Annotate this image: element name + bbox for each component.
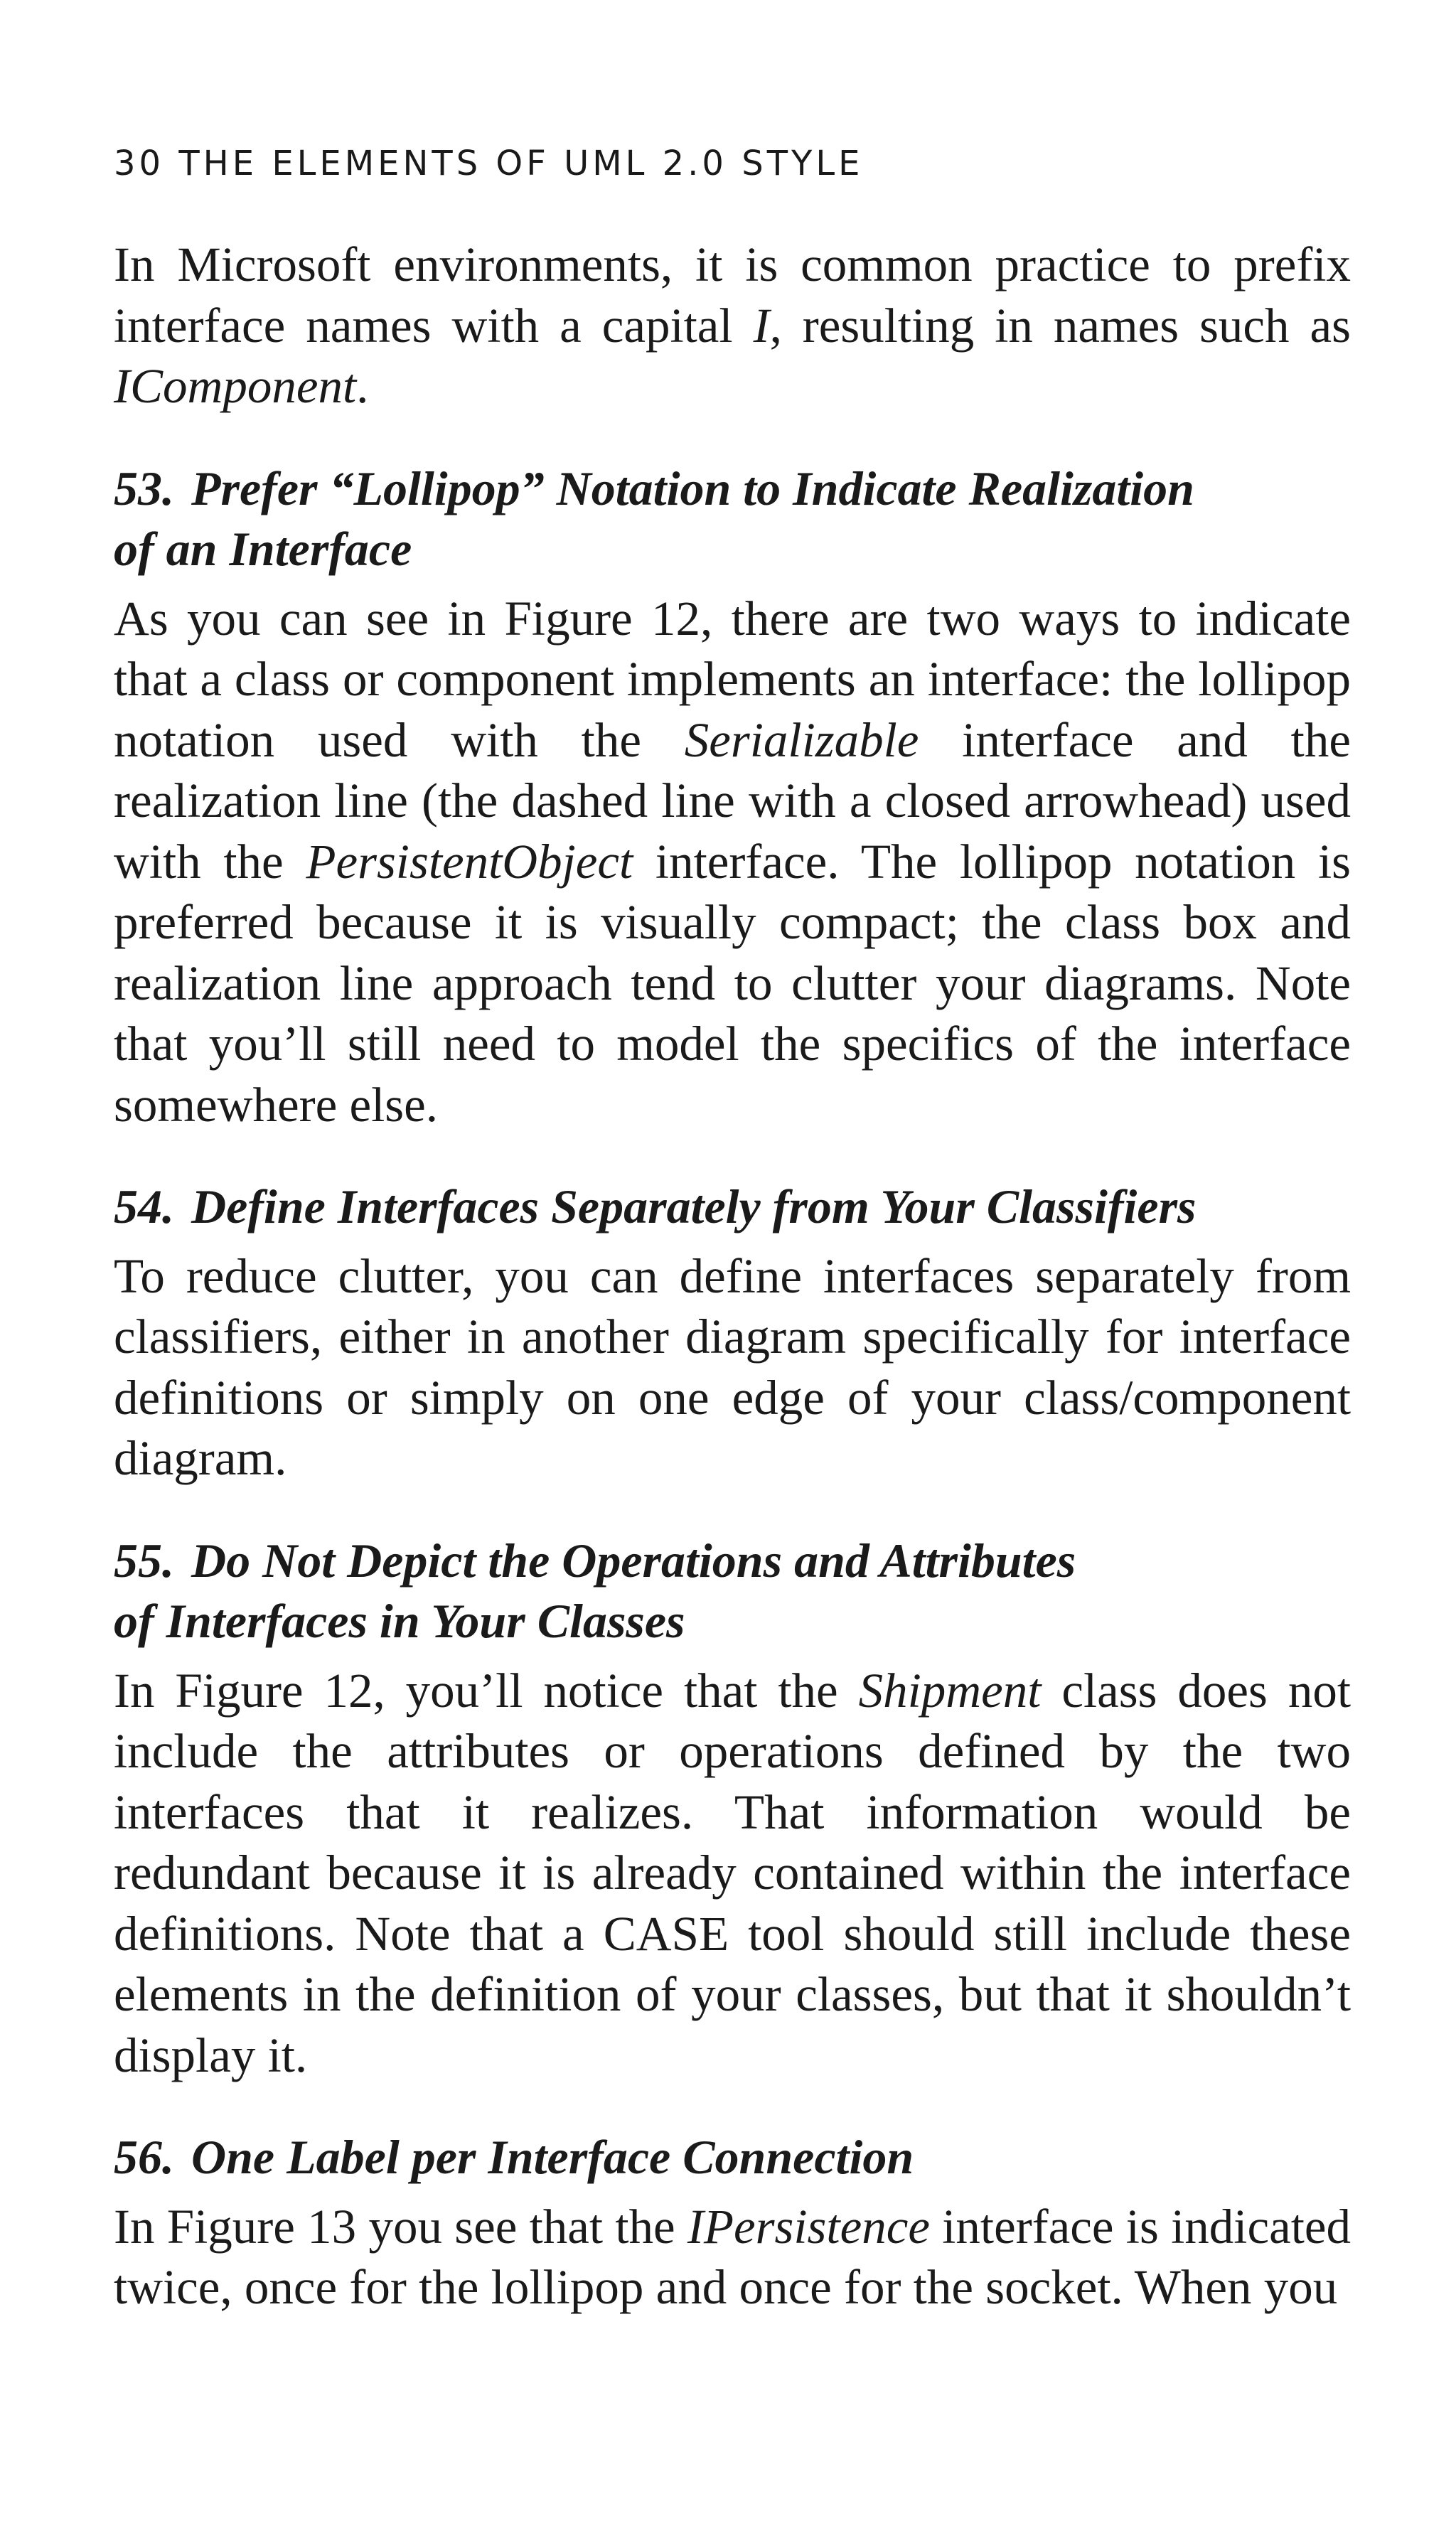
intro-paragraph: In Microsoft environments, it is common practice to prefix interface names with a capital I, resulting in names such as IComponent.	[114, 237, 1351, 413]
book-page	[114, 142, 1351, 2318]
section-55-paragraph: In Figure 12, you’ll notice that the Shipment class does not include the attributes or operations defined by the two interfaces that it realizes. That information would be redundant because it is already contained within the interface definitions. Note that a CASE tool should still include these elements in the definition of your classes, but that it shouldn’t display it.	[114, 1663, 1351, 2082]
section-56-paragraph: In Figure 13 you see that the IPersistence interface is indicated twice, once for the lollipop and once for the socket. When you	[114, 2199, 1351, 2314]
section-54-heading: 54. Define Interfaces Separately from Your Classifiers	[114, 1179, 1197, 1233]
section-54-paragraph: To reduce clutter, you can define interfaces separately from classifiers, either in another diagram specifically for interface definitions or simply on one edge of your class/component diagram.	[114, 1248, 1351, 1485]
section-55-heading: 55. Do Not Depict the Operations and Attributes of Interfaces in Your Classes	[114, 1533, 1076, 1648]
section-53-heading: 53. Prefer “Lollipop” Notation to Indicate Realization of an Interface	[114, 461, 1194, 576]
section-56-heading: 56. One Label per Interface Connection	[114, 2130, 914, 2184]
running-head: 30 THE ELEMENTS OF UML 2.0 STYLE	[114, 144, 864, 183]
section-53-paragraph: As you can see in Figure 12, there are two ways to indicate that a class or component implements an interface: the lollipop notation used with the Serializable interface and the realization line (the dashed line with a closed arrowhead) used with the PersistentObject interface. The lollipop notation is preferred because it is visually compact; the class box and realization line approach tend to clutter your diagrams. Note that you’ll still need to model the specifics of the interface somewhere else.	[114, 591, 1351, 1132]
